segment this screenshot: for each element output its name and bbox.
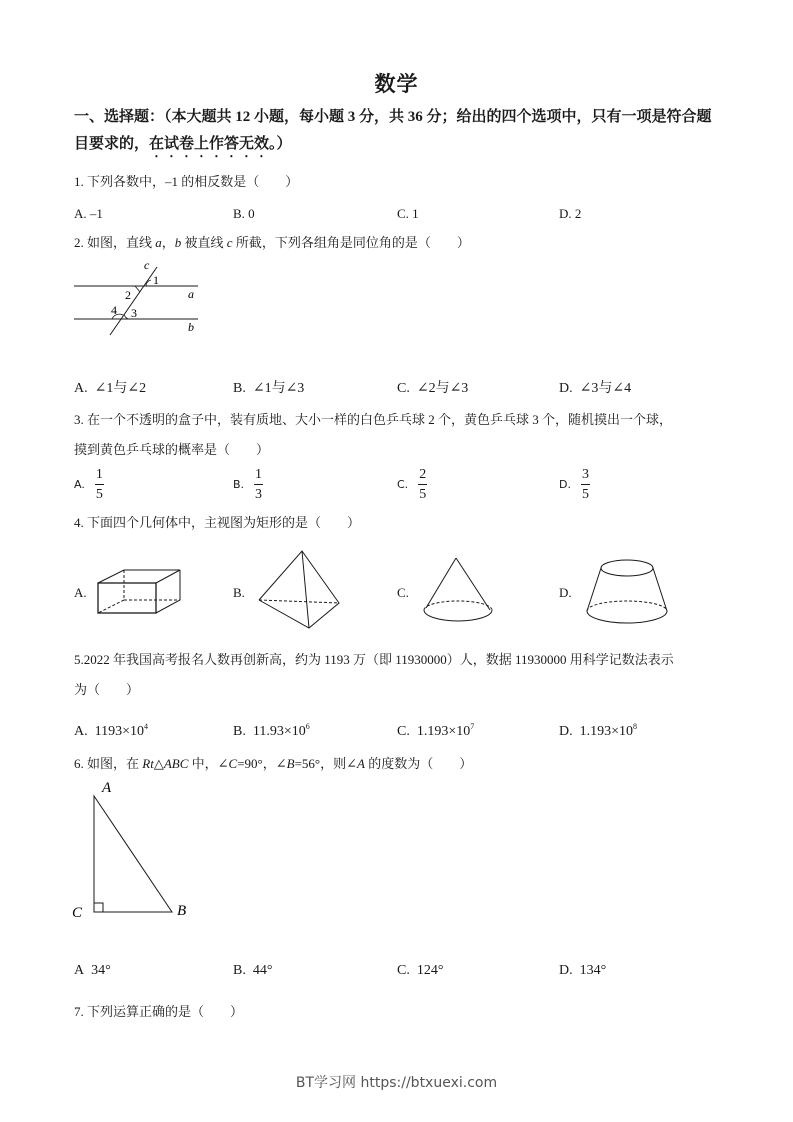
option-text: ∠2与∠3	[416, 381, 469, 396]
question-number: 2.	[74, 235, 84, 250]
option-label: B.	[233, 477, 245, 491]
vertex-a: A	[102, 780, 112, 796]
option-base: 11.93×10	[252, 724, 306, 739]
question-stem: 下列运算正确的是（ ）	[87, 1004, 244, 1019]
q4-option-c[interactable]	[397, 584, 409, 602]
numerator: 1	[95, 467, 104, 485]
option-exponent: 7	[470, 722, 475, 731]
footer-watermark: BT学习网 https://btxuexi.com	[295, 1075, 498, 1091]
stem-text: =56°，则∠	[294, 756, 358, 771]
option-text: 134°	[579, 963, 607, 978]
q2-option-c[interactable]	[397, 380, 468, 398]
question-number: 6.	[74, 756, 84, 771]
denominator: 5	[95, 487, 103, 502]
question-7	[74, 1003, 243, 1021]
q4-option-d[interactable]	[559, 584, 572, 602]
option-label: A.	[74, 477, 85, 491]
option-exponent: 6	[305, 722, 310, 731]
vertex-c: C	[72, 905, 83, 921]
cuboid-figure	[60, 540, 180, 640]
option-label: D.	[559, 585, 572, 600]
tetrahedron-figure	[250, 540, 350, 640]
option-label: C.	[397, 724, 410, 739]
question-4	[74, 514, 360, 532]
q2-option-d[interactable]	[559, 380, 631, 398]
question-stem: 下列各数中，–1 的相反数是（ ）	[87, 174, 299, 189]
label-a: a	[188, 287, 194, 301]
question-3-line2: 摸到黄色乒乓球的概率是（ ）	[74, 442, 270, 457]
var-a: a	[155, 235, 162, 250]
label-1: 1	[153, 273, 159, 287]
label-b: b	[188, 320, 194, 334]
option-label: D.	[559, 381, 573, 396]
stem-text: ，	[161, 235, 175, 250]
question-3	[74, 411, 672, 429]
q6-option-a[interactable]	[74, 962, 111, 980]
option-label: D.	[559, 724, 573, 739]
question-stem: 在一个不透明的盒子中，装有质地、大小一样的白色乒乓球 2 个，黄色乒乓球 3 个，随机摸出一个球，	[87, 412, 673, 427]
stem-text: 被直线	[181, 235, 227, 250]
question-number: 5.	[74, 652, 84, 667]
option-label: A.	[74, 585, 87, 600]
question-number: 4.	[74, 515, 84, 530]
label-c: c	[144, 258, 150, 272]
option-label: B.	[233, 724, 246, 739]
var-c: c	[226, 235, 233, 250]
question-2	[74, 234, 470, 252]
option-exponent: 4	[144, 722, 149, 731]
section-heading-emphasis: 在试卷上作答无效	[149, 136, 270, 152]
var-c: C	[228, 756, 238, 771]
right-triangle-figure	[60, 775, 220, 925]
q5-option-b[interactable]	[233, 718, 310, 741]
q5-option-d[interactable]	[559, 718, 637, 741]
option-text: ∠3与∠4	[579, 381, 632, 396]
q6-option-d[interactable]	[559, 962, 606, 980]
option-label: B.	[233, 585, 245, 600]
var-b: b	[174, 235, 182, 250]
option-label: C.	[397, 963, 410, 978]
option-text: 2	[574, 206, 582, 221]
q3-option-c[interactable]	[397, 467, 427, 503]
q1-option-a[interactable]	[74, 205, 103, 223]
option-label: D.	[559, 963, 573, 978]
numerator: 2	[418, 467, 427, 485]
section-heading-suffix: 。）	[269, 136, 292, 152]
label-2: 2	[125, 288, 131, 302]
numerator: 3	[581, 467, 590, 485]
option-label: A.	[74, 724, 88, 739]
numerator: 1	[254, 467, 263, 485]
stem-text: 中，∠	[188, 756, 229, 771]
fraction	[254, 467, 263, 503]
fraction	[581, 467, 590, 503]
var-a: A	[357, 756, 365, 771]
q1-option-d[interactable]	[559, 205, 581, 223]
vertex-b: B	[177, 903, 187, 919]
option-text: 1	[412, 206, 419, 221]
label-3: 3	[131, 306, 137, 320]
option-label: A.	[74, 381, 88, 396]
q2-option-b[interactable]	[233, 380, 304, 398]
question-6	[74, 755, 472, 773]
option-label: C.	[397, 585, 409, 600]
var-b: B	[286, 756, 295, 771]
denominator: 5	[419, 487, 427, 502]
denominator: 3	[255, 487, 263, 502]
option-text: –1	[89, 206, 103, 221]
option-base: 1.193×10	[579, 724, 634, 739]
option-label: D.	[559, 477, 571, 491]
option-label: A	[74, 963, 85, 978]
label-4: 4	[111, 303, 117, 317]
q5-option-c[interactable]	[397, 718, 474, 741]
option-label: C.	[397, 477, 409, 491]
question-1	[74, 173, 298, 191]
option-exponent: 8	[633, 722, 638, 731]
question-5-line2: 为（ ）	[74, 682, 140, 697]
fraction	[95, 467, 104, 503]
option-label: B.	[233, 206, 245, 221]
option-label: A.	[74, 206, 87, 221]
question-stem: 下面四个几何体中，主视图为矩形的是（ ）	[87, 515, 361, 530]
question-number: 3.	[74, 412, 84, 427]
q1-option-b[interactable]	[233, 205, 255, 223]
parallel-lines-figure	[60, 255, 220, 340]
question-number: 7.	[74, 1004, 84, 1019]
triangle-name: Rt△ABC	[142, 756, 189, 771]
stem-text: 如图，直线	[87, 235, 156, 250]
page-title: 数学	[374, 72, 419, 96]
option-text: 0	[248, 206, 255, 221]
stem-text: 的度数为（ ）	[364, 756, 473, 771]
option-label: C.	[397, 206, 409, 221]
option-text: 44°	[252, 963, 273, 978]
q3-option-b[interactable]	[233, 467, 263, 503]
frustum-figure	[580, 555, 670, 640]
option-text: 124°	[416, 963, 444, 978]
option-text: ∠1与∠2	[94, 381, 147, 396]
option-text: ∠1与∠3	[252, 381, 305, 396]
q6-option-b[interactable]	[233, 962, 272, 980]
q1-option-c[interactable]	[397, 205, 419, 223]
q3-option-d[interactable]	[559, 467, 590, 503]
q4-option-b[interactable]	[233, 584, 245, 602]
question-5	[74, 651, 674, 669]
option-label: B.	[233, 963, 246, 978]
q6-option-c[interactable]	[397, 962, 443, 980]
question-number: 1.	[74, 174, 84, 189]
stem-text: =90°，∠	[237, 756, 287, 771]
option-base: 1.193×10	[416, 724, 471, 739]
section-heading	[74, 104, 724, 161]
option-label: D.	[559, 206, 572, 221]
section-heading-text: 一、选择题：（本大题共 12 小题，每小题 3 分，共 36 分；给出的四个选项中，只有一项是符合题目要求的，	[74, 109, 712, 152]
denominator: 5	[581, 487, 589, 502]
option-label: B.	[233, 381, 246, 396]
cone-figure	[420, 550, 500, 640]
option-text: 34°	[91, 963, 111, 978]
option-label: C.	[397, 381, 410, 396]
question-stem: 2022 年我国高考报名人数再创新高，约为 1193 万（即 11930000）人，数据 11930000 用科学记数法表示	[83, 652, 674, 667]
q2-option-a[interactable]	[74, 380, 146, 398]
fraction	[418, 467, 427, 503]
stem-text: 如图，在	[87, 756, 143, 771]
stem-text: 所截，下列各组角是同位角的是（ ）	[232, 235, 470, 250]
q3-option-a[interactable]	[74, 467, 104, 503]
q5-option-a[interactable]	[74, 718, 148, 741]
option-base: 1193×10	[94, 724, 145, 739]
